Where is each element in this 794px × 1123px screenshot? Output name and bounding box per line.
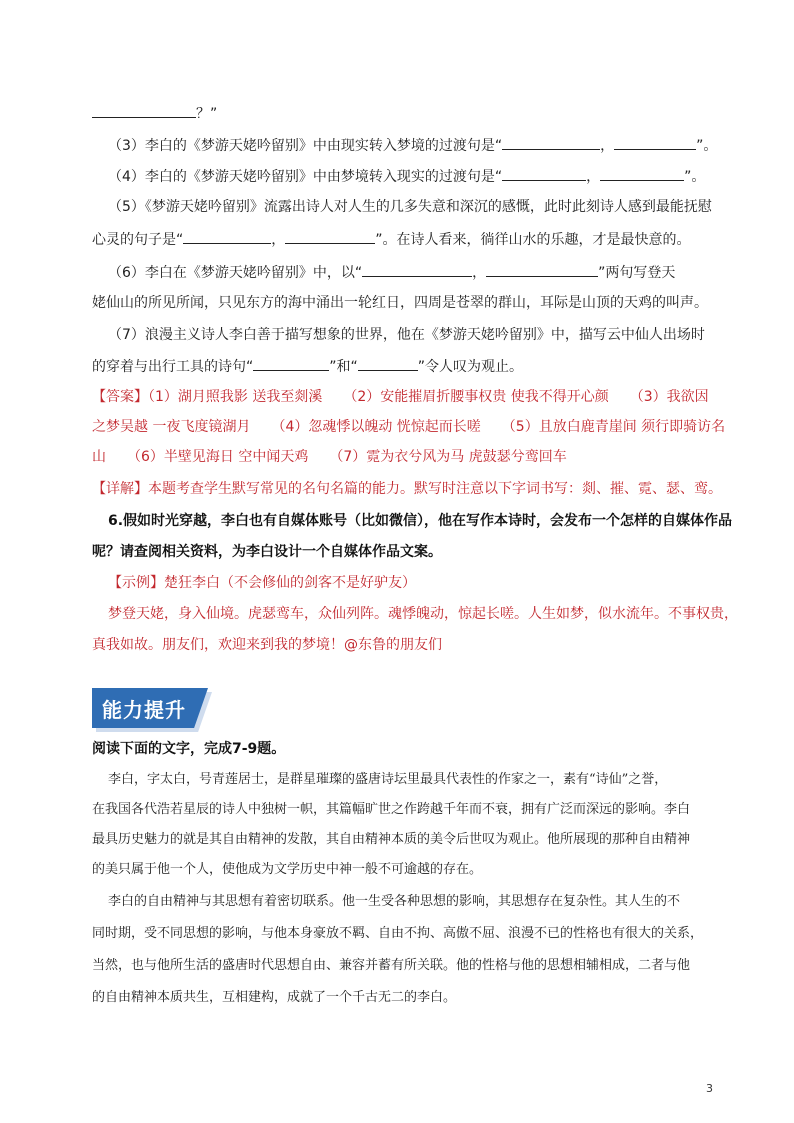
answer-blank [614, 136, 696, 150]
question-6b-line2 [92, 543, 714, 561]
answer-blank [92, 104, 196, 118]
passage-text: 李白，字太白，号青莲居士，是群星璀璨的盛唐诗坛里最具代表性的作家之一，素有“诗仙”之誉， [108, 772, 668, 787]
line-text: ”。 [696, 138, 718, 154]
answer-blank [486, 263, 598, 277]
example-text: 梦登天姥，身入仙境。虎瑟鸾车，众仙列阵。魂悸魄动，惊起长嗟。人生如梦，似水流年。不事权贵， [108, 606, 738, 622]
passage-text: 最具历史魅力的就是其自由精神的发散，其自由精神本质的美令后世叹为观止。他所展现的那种自由精神 [92, 832, 691, 847]
question-6-line1 [108, 263, 714, 282]
detail-text: 本题考查学生默写常见的名句名篇的能力。默写时注意以下字词书写：剡、摧、霓、瑟、鸾。 [148, 481, 722, 497]
answer-text: （1）湖月照我影 送我至剡溪 （2）安能摧眉折腰事权贵 使我不得开心颜 （3）我欲因 [148, 389, 709, 405]
line-text: ”。 [684, 169, 706, 185]
page-number: 3 [706, 1082, 713, 1095]
answer-blank [285, 230, 375, 244]
line-text: 姥仙山的所见所闻，只见东方的海中涌出一轮红日，四周是苍翠的群山，耳际是山顶的天鸡的叫声。 [92, 295, 708, 311]
passage-text: 当然，也与他所生活的盛唐时代思想自由、兼容并蓄有所关联。他的性格与他的思想相辅相成，二者与他 [92, 958, 691, 973]
section-title: 能力提升 [102, 698, 186, 722]
line-text: （5）《梦游天姥吟留别》流露出诗人对人生的几多失意和深沉的感慨，此时此刻诗人感到最能抚慰 [108, 199, 712, 215]
line-text: ， [600, 138, 615, 154]
example-title-line [108, 574, 714, 592]
answer-text: 山 （6）半壁见海日 空中闻天鸡 （7）霓为衣兮风为马 虎鼓瑟兮鸾回车 [92, 449, 567, 465]
example-tag: 【示例】 [108, 575, 164, 591]
passage-text: 的美只属于他一个人，使他成为文学历史中神一般不可逾越的存在。 [92, 862, 483, 877]
question-4 [108, 167, 714, 186]
passage-p2-l3 [92, 957, 714, 975]
answer-line-1 [92, 388, 714, 406]
question-6-line2 [92, 294, 714, 312]
example-title: 楚狂李白（不会修仙的剑客不是好驴友） [164, 575, 416, 591]
line-text: 心灵的句子是“ [92, 232, 184, 248]
passage-p1-l2 [92, 801, 714, 819]
answer-blank [358, 357, 418, 371]
question-6b-line1 [108, 512, 733, 530]
passage-p1-l3 [92, 831, 714, 849]
question-7-line1 [108, 326, 714, 344]
passage-text: 李白的自由精神与其思想有着密切联系。他一生受各种思想的影响，其思想存在复杂性。其人生的不 [108, 894, 681, 909]
answer-blank [183, 230, 271, 244]
line-text: ”。在诗人看来，徜徉山水的乐趣，才是最快意的。 [375, 232, 691, 248]
question-text: 呢？请查阅相关资料，为李白设计一个自媒体作品文案。 [92, 544, 442, 560]
passage-text: 的自由精神本质共生，互相建构，成就了一个千古无二的李白。 [92, 990, 457, 1005]
passage-p2-l2 [92, 925, 714, 943]
question-3 [108, 136, 718, 155]
line-text: （7）浪漫主义诗人李白善于描写想象的世界，他在《梦游天姥吟留别》中，描写云中仙人出场时 [108, 327, 705, 343]
answer-blank [362, 263, 472, 277]
reading-instruction [92, 740, 714, 758]
line-text: ”两句写登天 [598, 265, 676, 281]
question-text: 6.假如时光穿越，李白也有自媒体账号（比如微信），他在写作本诗时，会发布一个怎样的自媒体作品 [108, 513, 733, 529]
question-7-line2 [92, 357, 714, 376]
question-5-line1 [108, 198, 714, 216]
answer-blank [253, 357, 329, 371]
passage-p2-l4 [92, 989, 714, 1007]
line-text: ， [271, 232, 286, 248]
passage-p1-l1 [108, 771, 714, 789]
line-text: （3）李白的《梦游天姥吟留别》中由现实转入梦境的过渡句是“ [108, 138, 503, 154]
passage-p1-l4 [92, 861, 714, 879]
line-text: ”令人叹为观止。 [417, 359, 524, 375]
line-text: （4）李白的《梦游天姥吟留别》中由梦境转入现实的过渡句是“ [108, 169, 503, 185]
line-text: ？” [196, 106, 218, 122]
answer-text: 之梦吴越 一夜飞度镜湖月 （4）忽魂悸以魄动 恍惊起而长嗟 （5）且放白鹿青崖间 须行即骑访名 [92, 419, 726, 435]
line-text: （6）李白在《梦游天姥吟留别》中，以“ [108, 265, 363, 281]
answer-blank [600, 167, 684, 181]
example-line-2 [92, 636, 714, 654]
question-line-0 [92, 104, 714, 123]
line-text: ， [472, 265, 487, 281]
answer-blank [502, 167, 586, 181]
question-5-line2 [92, 230, 714, 249]
answer-blank [502, 136, 600, 150]
answer-line-2 [92, 418, 726, 436]
detail-line [92, 480, 722, 498]
passage-p2-l1 [108, 893, 714, 911]
section-header [92, 688, 208, 728]
instruction-text: 阅读下面的文字，完成7-9题。 [92, 741, 286, 757]
line-text: ， [586, 169, 601, 185]
example-line-1 [108, 605, 738, 623]
example-text: 真我如故。朋友们，欢迎来到我的梦境！@东鲁的朋友们 [92, 637, 442, 653]
detail-tag: 【详解】 [92, 481, 148, 497]
line-text: 的穿着与出行工具的诗句“ [92, 359, 254, 375]
answer-line-3 [92, 448, 714, 466]
passage-text: 在我国各代浩若星辰的诗人中独树一帜，其篇幅旷世之作跨越千年而不衰，拥有广泛而深远的影响。李白 [92, 802, 691, 817]
line-text: ”和“ [329, 359, 358, 375]
passage-text: 同时期，受不同思想的影响，与他本身豪放不羁、自由不拘、高傲不屈、浪漫不已的性格也有很大的关系， [92, 926, 704, 941]
answer-tag: 【答案】 [92, 389, 148, 405]
